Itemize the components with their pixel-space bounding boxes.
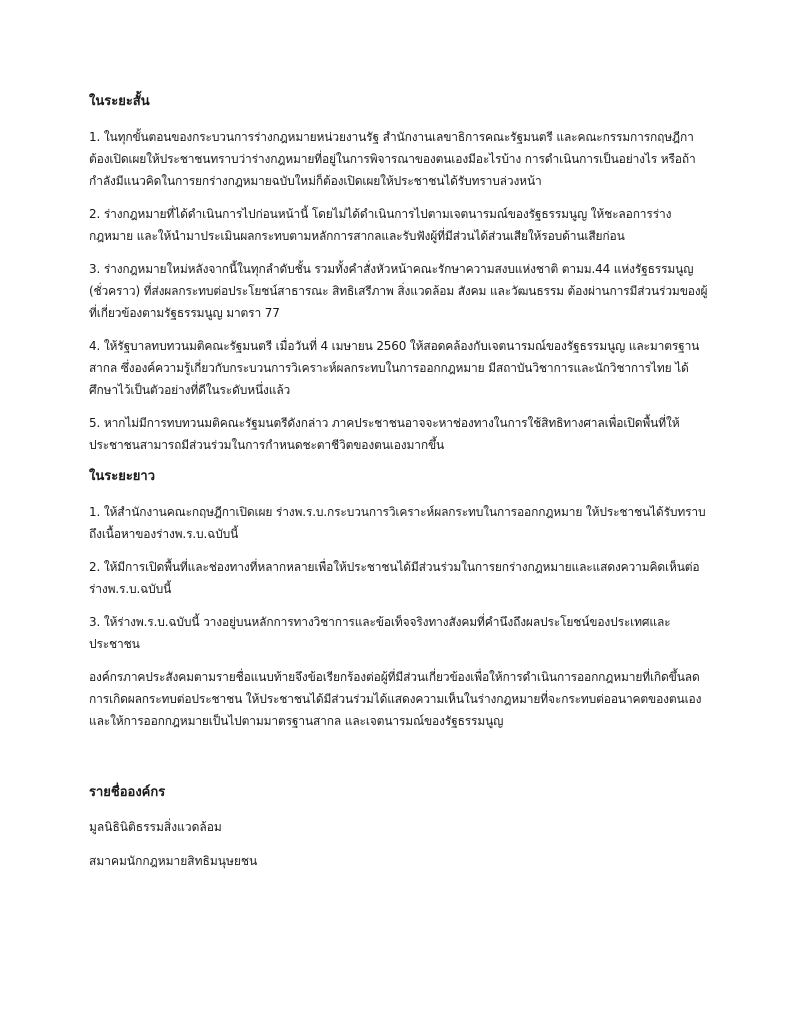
short-term-item-1: 1. ในทุกขั้นตอนของกระบวนการร่างกฎหมายหน่วยงานรัฐ สำนักงานเลขาธิการคณะรัฐมนตรี และคณะกรรมการกฤษฎีกาต้องเปิดเผยให้ประชาชนทราบว่าร่างกฎหมายที่อยู่ในการพิจารณาของตนเองมีอะไรบ้าง การดำเนินการเป็นอย่างไร หรือถ้ากำลังมีแนวคิดในการยกร่างกฎหมายฉบับใหม่ก็ต้องเปิดเผยให้ประชาชนได้รับทราบล่วงหน้า	[89, 130, 696, 188]
long-term-item-3: 3. ให้ร่างพ.ร.บ.ฉบับนี้ วางอยู่บนหลักการทางวิชาการและข้อเท็จจริงทางสังคมที่คำนึงถึงผลประโยชน์ของประเทศและประชาชน	[89, 615, 671, 651]
short-term-item-3: 3. ร่างกฎหมายใหม่หลังจากนี้ในทุกลำดับชั้น รวมทั้งคำสั่งหัวหน้าคณะรักษาความสงบแห่งชาติ ตามม.44 แห่งรัฐธรรมนูญ (ชั่วคราว) ที่ส่งผลกระทบต่อประโยชน์สาธารณะ สิทธิเสรีภาพ สิ่งแวดล้อม สังคม และวัฒนธรรม ต้องผ่านการมีส่วนร่วมของผู้ที่เกี่ยวข้องตามรัฐธรรมนูญ มาตรา 77	[89, 262, 708, 320]
organizations-heading: รายชื่อองค์กร	[89, 785, 166, 800]
long-term-heading: ในระยะยาว	[89, 469, 156, 484]
short-term-heading: ในระยะสั้น	[89, 94, 150, 109]
long-term-item-1: 1. ให้สำนักงานคณะกฤษฎีกาเปิดเผย ร่างพ.ร.บ.กระบวนการวิเคราะห์ผลกระทบในการออกกฎหมาย ให้ประชาชนได้รับทราบถึงเนื้อหาของร่างพ.ร.บ.ฉบับนี้	[89, 505, 706, 541]
section-spacer	[89, 743, 711, 783]
short-term-item-2: 2. ร่างกฎหมายที่ได้ดำเนินการไปก่อนหน้านี้ โดยไม่ได้ดำเนินการไปตามเจตนารมณ์ของรัฐธรรมนูญ ให้ชะลอการร่างกฎหมาย และให้นำมาประเมินผลกระทบตามหลักการสากลและรับฟังผู้ที่มีส่วนได้ส่วนเสียให้รอบด้านเสียก่อน	[89, 207, 672, 243]
short-term-item-4: 4. ให้รัฐบาลทบทวนมติคณะรัฐมนตรี เมื่อวันที่ 4 เมษายน 2560 ให้สอดคล้องกับเจตนารมณ์ของรัฐธรรมนูญ และมาตรฐานสากล ซึ่งองค์ความรู้เกี่ยวกับกระบวนการวิเคราะห์ผลกระทบในการออกกฎหมาย มีสถาบันวิชาการและนักวิชาการไทย ได้ศึกษาไว้เป็นตัวอย่างที่ดีในระดับหนึ่งแล้ว	[89, 339, 700, 397]
short-term-item-5: 5. หากไม่มีการทบทวนมติคณะรัฐมนตรีดังกล่าว ภาคประชาชนอาจจะหาช่องทางในการใช้สิทธิทางศาลเพื่อเปิดพื้นที่ให้ประชาชนสามารถมีส่วนร่วมในการกำหนดชะตาชีวิตของตนเองมากขึ้น	[89, 416, 680, 452]
organization-item: มูลนิธินิติธรรมสิ่งแวดล้อม	[89, 820, 222, 834]
long-term-item-2: 2. ให้มีการเปิดพื้นที่และช่องทางที่หลากหลายเพื่อให้ประชาชนได้มีส่วนร่วมในการยกร่างกฎหมายและแสดงความคิดเห็นต่อร่างพ.ร.บ.ฉบับนี้	[89, 560, 700, 596]
organization-item: สมาคมนักกฎหมายสิทธิมนุษยชน	[89, 854, 258, 868]
closing-paragraph: องค์กรภาคประสังคมตามรายชื่อแนบท้ายจึงข้อเรียกร้องต่อผู้ที่มีส่วนเกี่ยวข้องเพื่อให้การดำเนินการออกกฎหมายที่เกิดขึ้นลดการเกิดผลกระทบต่อประชาชน ให้ประชาชนได้มีส่วนร่วมได้แสดงความเห็นในร่างกฎหมายที่จะกระทบต่ออนาคตของตนเอง และให้การออกกฎหมายเป็นไปตามมาตรฐานสากล และเจตนารมณ์ของรัฐธรรมนูญ	[89, 670, 702, 728]
